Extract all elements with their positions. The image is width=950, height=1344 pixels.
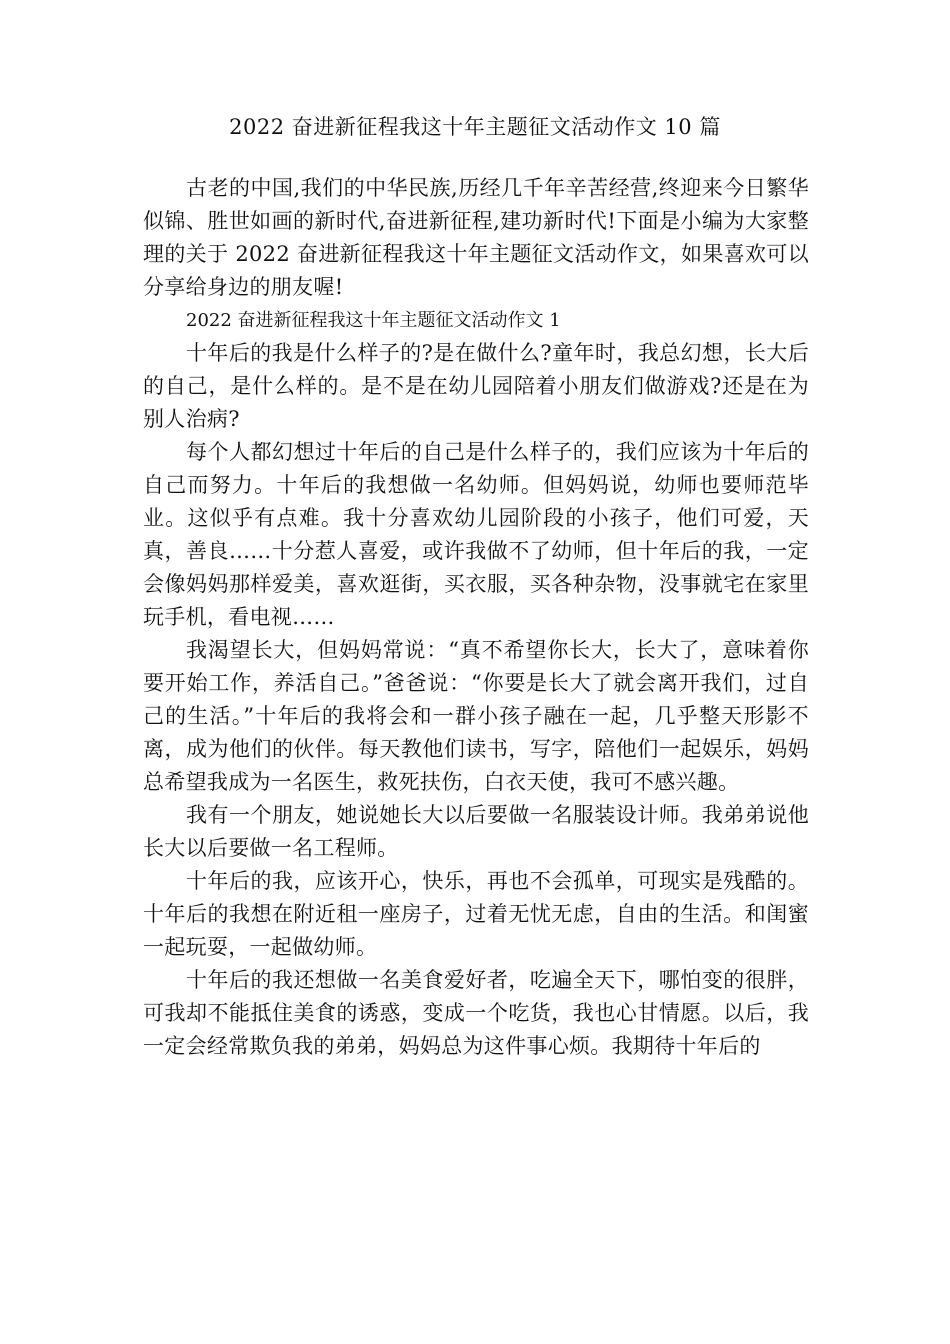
body-paragraph-4: 我有一个朋友，她说她长大以后要做一名服装设计师。我弟弟说他长大以后要做一名工程师。 xyxy=(143,803,809,860)
body-paragraph-3: 我渴望长大，但妈妈常说：“真不希望你长大，长大了，意味着你要开始工作，养活自己。”爸爸说：“你要是长大了就会离开我们，过自己的生活。”十年后的我将会和一群小孩子融在一起，几乎整天形影不离，成为他们的伙伴。每天教他们读书，写字，陪他们一起娱乐，妈妈总希望我成为一名医生，救死扶伤，白衣天使，我可不感兴趣。 xyxy=(143,638,809,794)
body-paragraph-2: 每个人都幻想过十年后的自己是什么样子的，我们应该为十年后的自己而努力。十年后的我想做一名幼师。但妈妈说，幼师也要师范毕业。这似乎有点难。我十分喜欢幼儿园阶段的小孩子，他们可爱，天真，善良……十分惹人喜爱，或许我做不了幼师，但十年后的我，一定会像妈妈那样爱美，喜欢逛街，买衣服，买各种杂物，没事就宅在家里玩手机，看电视…… xyxy=(143,440,809,629)
document-title: 2022 奋进新征程我这十年主题征文活动作文 10 篇 xyxy=(229,115,721,139)
section-heading: 2022 奋进新征程我这十年主题征文活动作文 1 xyxy=(186,310,561,331)
body-paragraph-6: 十年后的我还想做一名美食爱好者，吃遍全天下，哪怕变的很胖，可我却不能抵住美食的诱惑，变成一个吃货，我也心甘情愿。以后，我一定会经常欺负我的弟弟，妈妈总为这件事心烦。我期待十年后的 xyxy=(143,968,809,1058)
intro-paragraph: 古老的中国,我们的中华民族,历经几千年辛苦经营,终迎来今日繁华似锦、胜世如画的新时代,奋进新征程,建功新时代!下面是小编为大家整理的关于 2022 奋进新征程我这十年主题征文活动作文，如果喜欢可以分享给身边的朋友喔! xyxy=(143,176,809,299)
body-paragraph-5: 十年后的我，应该开心，快乐，再也不会孤单，可现实是残酷的。十年后的我想在附近租一座房子，过着无忧无虑，自由的生活。和闺蜜一起玩耍，一起做幼师。 xyxy=(143,869,809,959)
body-paragraph-1: 十年后的我是什么样子的?是在做什么?童年时，我总幻想，长大后的自己，是什么样的。是不是在幼儿园陪着小朋友们做游戏?还是在为别人治病? xyxy=(143,341,809,431)
document-body xyxy=(143,172,809,1063)
